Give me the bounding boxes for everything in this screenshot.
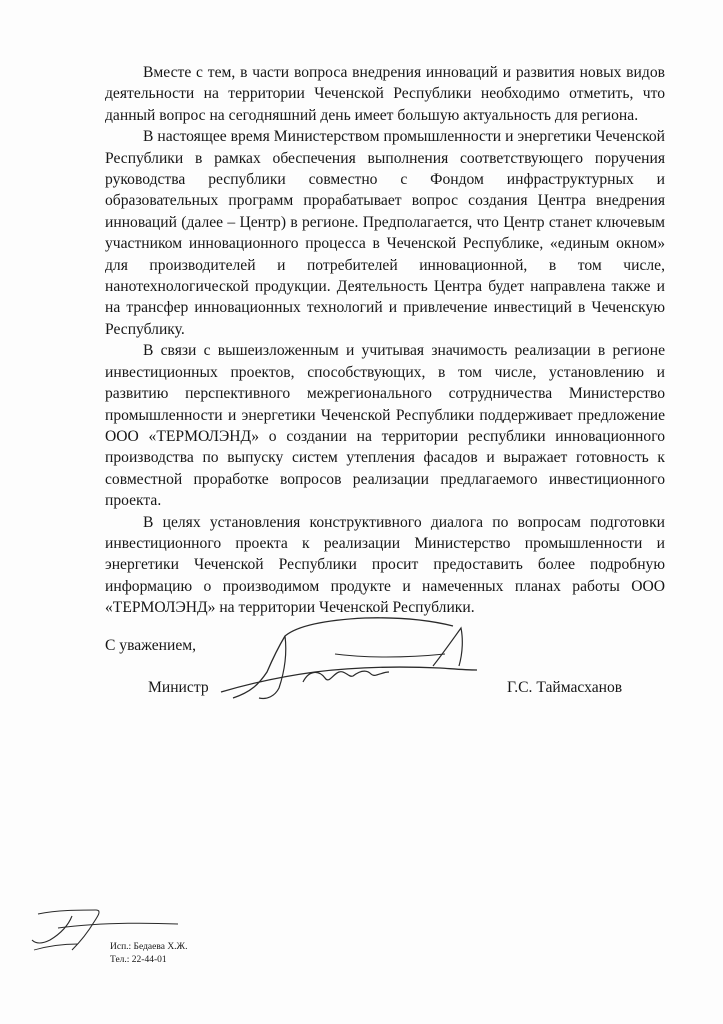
- paragraph-request: В целях установления конструктивного диалога по вопросам подготовки инвестиционного проекта к реализации Министерство промышленности и энергетики Чеченской Республики просит предоставить более подробную информацию о производимом продукте и намеченных планах работы ООО «ТЕРМОЛЭНД» на территории Чеченской Республики.: [105, 513, 665, 617]
- closing-phrase: С уважением,: [105, 637, 197, 654]
- letter-body: [105, 62, 665, 619]
- paragraph-innovation-center: В настоящее время Министерством промышленности и энергетики Чеченской Республики в рамках обеспечения выполнения соответствующего поручения руководства республики совместно с Фондом инфраструктурных и образовательных программ прорабатывает вопрос создания Центра внедрения инноваций (далее – Центр) в регионе. Предполагается, что Центр станет ключевым участником инновационного процесса в Чеченской Республике, «единым окном» для производителей и потребителей инновационной, в том числе, нанотехнологической продукции. Деятельность Центра будет направлена также и на трансфер инновационных технологий и привлечение инвестиций в Чеченскую Республику.: [105, 128, 665, 338]
- executor-phone: Тел.: 22-44-01: [110, 954, 167, 965]
- handwritten-signature: [215, 612, 485, 712]
- executor-info: [110, 941, 187, 966]
- executor-name: Исп.: Бедаева Х.Ж.: [110, 942, 188, 952]
- signer-name: Г.С. Таймасханов: [507, 679, 623, 696]
- paragraph-support: В связи с вышеизложенным и учитывая значимость реализации в регионе инвестиционных проектов, способствующих, в том числе, установлению и развитию перспективного межрегионального сотрудничества Министерство промышленности и энергетики Чеченской Республики поддерживает предложение ООО «ТЕРМОЛЭНД» о создании на территории республики инновационного производства по выпуску систем утепления фасадов и выражает готовность к совместной проработке вопросов реализации предлагаемого инвестиционного проекта.: [105, 342, 665, 510]
- paragraph-innovation: Вместе с тем, в части вопроса внедрения инноваций и развития новых видов деятельности на территории Чеченской Республики необходимо отметить, что данный вопрос на сегодняшний день имеет большую актуальность для региона.: [105, 64, 665, 124]
- signer-role: Министр: [148, 679, 209, 696]
